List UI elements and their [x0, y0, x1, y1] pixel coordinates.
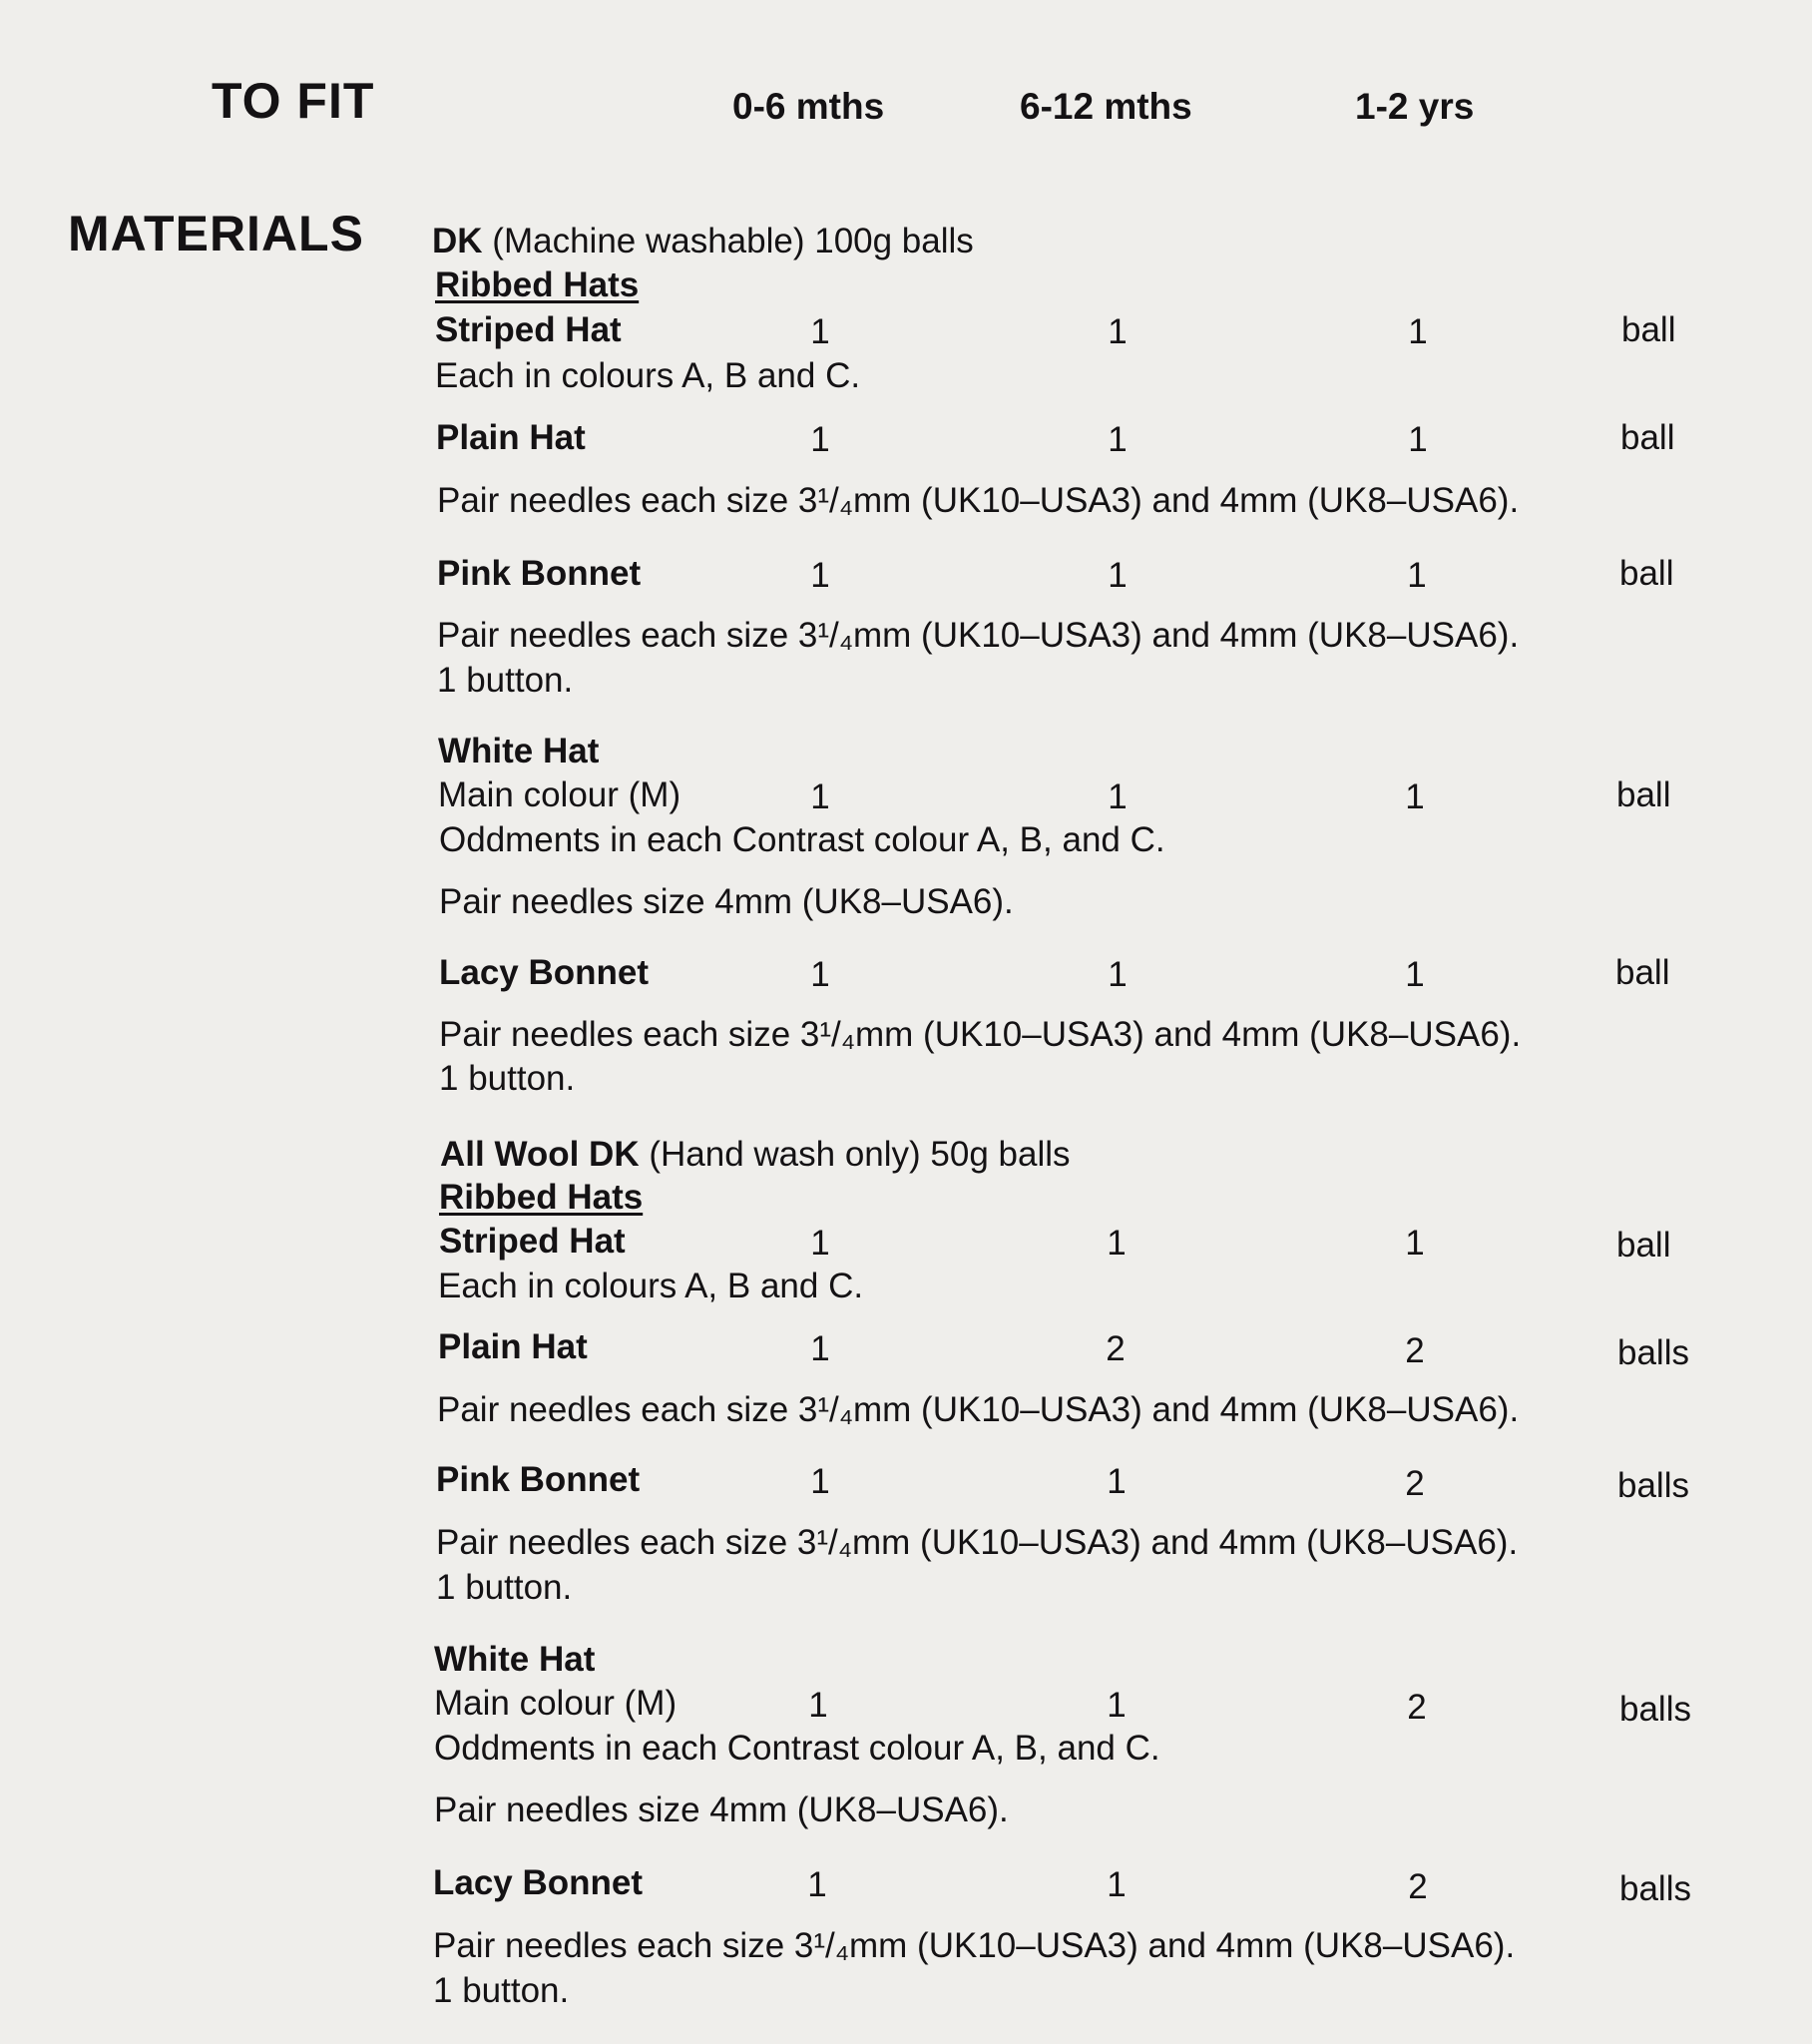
wool-ribbed-hats-title: Ribbed Hats: [439, 1178, 644, 1217]
wool-white-hat-note: Oddments in each Contrast colour A, B, and C.: [434, 1729, 1160, 1768]
wool-striped-hat-qty-1-2: 1: [1405, 1224, 1425, 1263]
wool-striped-hat-unit: ball: [1616, 1226, 1671, 1265]
dk-lacy-bonnet-qty-0-6: 1: [810, 955, 830, 994]
dk-white-hat-needles: Pair needles size 4mm (UK8–USA6).: [439, 882, 1014, 921]
dk-lacy-bonnet-extra: 1 button.: [439, 1059, 576, 1098]
dk-plain-hat-name: Plain Hat: [436, 418, 586, 457]
dk-striped-hat-qty-1-2: 1: [1408, 312, 1428, 351]
dk-white-hat-qty-1-2: 1: [1405, 777, 1425, 816]
dk-striped-hat-unit: ball: [1621, 310, 1676, 349]
dk-plain-hat-needles: Pair needles each size 3¹/₄mm (UK10–USA3) and 4mm (UK8–USA6).: [437, 481, 1520, 520]
wool-pink-bonnet-needles: Pair needles each size 3¹/₄mm (UK10–USA3) and 4mm (UK8–USA6).: [436, 1523, 1519, 1562]
wool-plain-hat-qty-1-2: 2: [1405, 1331, 1425, 1370]
dk-ribbed-hats-title: Ribbed Hats: [435, 265, 640, 304]
wool-white-hat-qty-1-2: 2: [1407, 1688, 1427, 1727]
dk-plain-hat-qty-0-6: 1: [810, 420, 830, 459]
wool-plain-hat-unit: balls: [1617, 1333, 1689, 1372]
dk-pink-bonnet-qty-0-6: 1: [810, 556, 830, 595]
wool-lacy-bonnet-qty-0-6: 1: [807, 1865, 827, 1904]
dk-yarn-desc: (Machine washable) 100g balls: [492, 222, 974, 260]
dk-pink-bonnet-extra: 1 button.: [437, 661, 574, 700]
dk-lacy-bonnet-name: Lacy Bonnet: [439, 953, 650, 992]
dk-yarn-line: [432, 222, 974, 261]
wool-lacy-bonnet-name: Lacy Bonnet: [433, 1863, 644, 1902]
wool-white-hat-name: White Hat: [434, 1640, 596, 1679]
dk-plain-hat-qty-1-2: 1: [1408, 420, 1428, 459]
size-header-0-6: 0-6 mths: [732, 86, 885, 127]
materials-heading: MATERIALS: [68, 206, 364, 261]
wool-pink-bonnet-qty-6-12: 1: [1107, 1462, 1127, 1501]
dk-striped-hat-qty-6-12: 1: [1108, 312, 1128, 351]
dk-striped-hat-qty-0-6: 1: [810, 312, 830, 351]
wool-pink-bonnet-qty-1-2: 2: [1405, 1464, 1425, 1503]
dk-white-hat-main-label: Main colour (M): [438, 775, 681, 814]
dk-pink-bonnet-unit: ball: [1619, 554, 1674, 593]
wool-white-hat-needles: Pair needles size 4mm (UK8–USA6).: [434, 1790, 1009, 1829]
size-header-6-12: 6-12 mths: [1020, 86, 1192, 127]
wool-pink-bonnet-qty-0-6: 1: [810, 1462, 830, 1501]
wool-lacy-bonnet-extra: 1 button.: [433, 1971, 570, 2010]
wool-yarn-desc: (Hand wash only) 50g balls: [649, 1135, 1071, 1174]
wool-plain-hat-qty-0-6: 1: [810, 1329, 830, 1368]
dk-lacy-bonnet-unit: ball: [1615, 953, 1670, 992]
dk-pink-bonnet-name: Pink Bonnet: [437, 554, 642, 593]
dk-yarn-name: DK: [432, 222, 483, 260]
wool-plain-hat-name: Plain Hat: [438, 1327, 588, 1366]
wool-lacy-bonnet-needles: Pair needles each size 3¹/₄mm (UK10–USA3) and 4mm (UK8–USA6).: [433, 1926, 1516, 1965]
wool-yarn-name: All Wool DK: [440, 1135, 640, 1174]
wool-lacy-bonnet-unit: balls: [1619, 1869, 1691, 1908]
wool-lacy-bonnet-qty-1-2: 2: [1408, 1867, 1428, 1906]
dk-striped-hat-note: Each in colours A, B and C.: [435, 356, 861, 395]
wool-striped-hat-qty-6-12: 1: [1107, 1224, 1127, 1263]
wool-pink-bonnet-extra: 1 button.: [436, 1568, 573, 1607]
wool-striped-hat-name: Striped Hat: [439, 1222, 626, 1261]
dk-lacy-bonnet-qty-1-2: 1: [1405, 955, 1425, 994]
dk-lacy-bonnet-needles: Pair needles each size 3¹/₄mm (UK10–USA3) and 4mm (UK8–USA6).: [439, 1015, 1522, 1054]
to-fit-heading: TO FIT: [212, 73, 375, 129]
wool-white-hat-qty-0-6: 1: [808, 1686, 828, 1725]
wool-lacy-bonnet-qty-6-12: 1: [1107, 1865, 1127, 1904]
wool-pink-bonnet-unit: balls: [1617, 1466, 1689, 1505]
dk-white-hat-note: Oddments in each Contrast colour A, B, and C.: [439, 820, 1165, 859]
wool-white-hat-qty-6-12: 1: [1107, 1686, 1127, 1725]
wool-pink-bonnet-name: Pink Bonnet: [436, 1460, 641, 1499]
wool-white-hat-main-label: Main colour (M): [434, 1684, 678, 1723]
dk-white-hat-name: White Hat: [438, 732, 600, 770]
dk-white-hat-unit: ball: [1616, 775, 1671, 814]
dk-plain-hat-unit: ball: [1620, 418, 1675, 457]
dk-striped-hat-name: Striped Hat: [435, 310, 622, 349]
dk-white-hat-qty-0-6: 1: [810, 777, 830, 816]
dk-pink-bonnet-qty-1-2: 1: [1407, 556, 1427, 595]
wool-plain-hat-qty-6-12: 2: [1106, 1329, 1126, 1368]
dk-plain-hat-qty-6-12: 1: [1108, 420, 1128, 459]
size-header-1-2: 1-2 yrs: [1355, 86, 1475, 127]
dk-white-hat-qty-6-12: 1: [1108, 777, 1128, 816]
wool-striped-hat-note: Each in colours A, B and C.: [438, 1267, 864, 1305]
dk-pink-bonnet-qty-6-12: 1: [1108, 556, 1128, 595]
wool-plain-hat-needles: Pair needles each size 3¹/₄mm (UK10–USA3) and 4mm (UK8–USA6).: [437, 1390, 1520, 1429]
dk-pink-bonnet-needles: Pair needles each size 3¹/₄mm (UK10–USA3) and 4mm (UK8–USA6).: [437, 616, 1520, 655]
wool-yarn-line: [440, 1135, 1071, 1175]
wool-striped-hat-qty-0-6: 1: [810, 1224, 830, 1263]
wool-white-hat-unit: balls: [1619, 1690, 1691, 1729]
dk-lacy-bonnet-qty-6-12: 1: [1108, 955, 1128, 994]
